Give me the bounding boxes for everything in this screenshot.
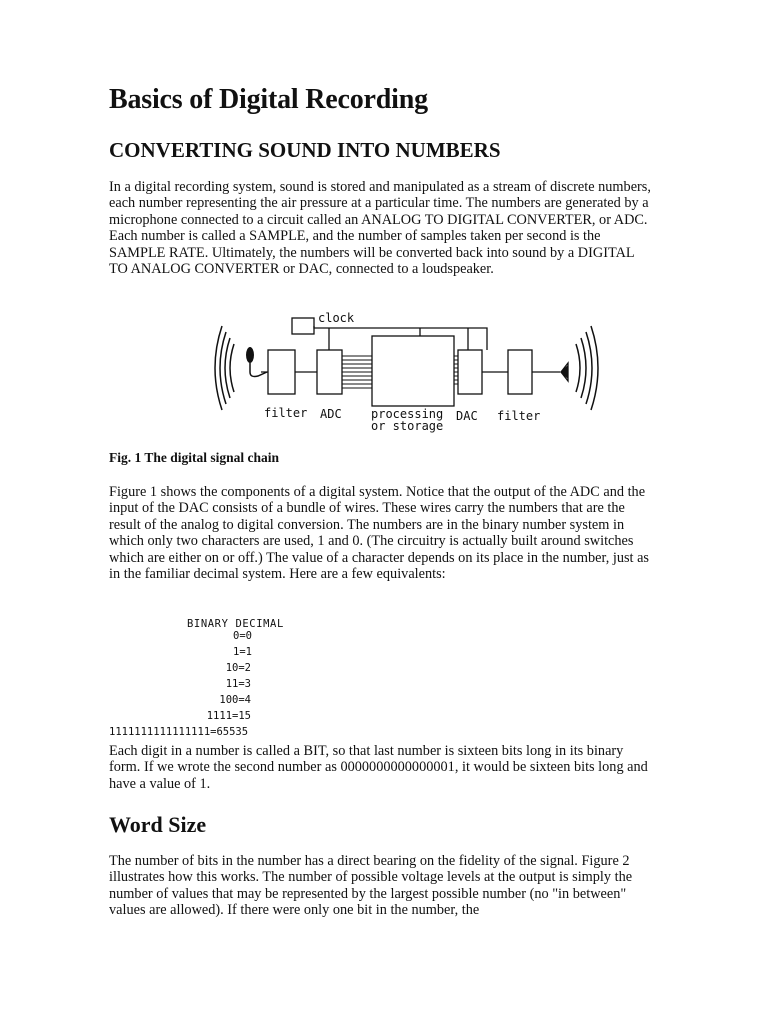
filter-in-box [268,350,295,394]
page-title: Basics of Digital Recording [109,84,428,115]
word-size-paragraph: The number of bits in the number has a direct bearing on the fidelity of the signal. Figure 2 illustrates how this works. The number of possible voltage levels at the output is simply the number of values that may be represented by the largest possible number (no "in between" values are allowed). If there were only one bit in the number, the [109,853,633,919]
filter-out-box [508,350,532,394]
word-size-heading: Word Size [109,812,207,837]
binary-row: 100=4 [219,694,251,706]
figure-caption: Fig. 1 The digital signal chain [109,450,280,465]
storage-label: or storage [371,419,444,433]
dac-box [458,350,482,394]
binary-row: 1=1 [233,646,252,658]
clock-box [292,318,314,334]
binary-row: 0=0 [233,630,252,642]
intro-paragraph: In a digital recording system, sound is stored and manipulated as a stream of discrete numbers, each number representing the air pressure at a particular time. The numbers are generated by a microphone connected to a circuit called an ANALOG TO DIGITAL CONVERTER, or ADC. Each number is called a SAMPLE, and the number of samples taken per second is the SAMPLE RATE. Ultimately, the numbers will be converted back into sound by a DIGITAL TO ANALOG CONVERTER or DAC, connected to a loudspeaker. [109,179,651,278]
bit-paragraph: Each digit in a number is called a BIT, so that last number is sixteen bits long in its binary form. If we wrote the second number as 0000000000000001, it would be sixteen bits long and have a value of 1. [109,743,648,792]
processing-label: processing [371,407,444,421]
binary-row: 11=3 [225,678,251,690]
speaker-icon [560,363,568,381]
binary-table-header: BINARY DECIMAL [187,618,284,630]
filter-out-label: filter [497,409,541,423]
explanation-paragraph: Figure 1 shows the components of a digital system. Notice that the output of the ADC and the input of the DAC consists of a bundle of wires. These wires carry the numbers that are the result of the analog to digital conversion. The numbers are in the binary number system in which only two characters are used, 1 and 0. (The circuitry is actually built around switches which are either on or off.) The value of a character depends on its place in the number, just as in the familiar decimal system. Here are a few equivalents: [109,484,649,583]
signal-chain-diagram [212,310,610,440]
binary-row: 10=2 [225,662,251,674]
adc-box [317,350,342,394]
clock-label: clock [318,311,355,325]
section-subtitle: CONVERTING SOUND INTO NUMBERS [109,138,501,162]
binary-row: 1111=15 [206,710,251,722]
sound-wave-left-icon [215,326,234,410]
filter-in-label: filter [264,406,308,420]
binary-row: 1111111111111111=65535 [109,726,249,738]
adc-label: ADC [320,407,342,421]
processing-box [372,336,454,406]
dac-label: DAC [456,409,478,423]
sound-wave-right-icon [576,326,598,410]
